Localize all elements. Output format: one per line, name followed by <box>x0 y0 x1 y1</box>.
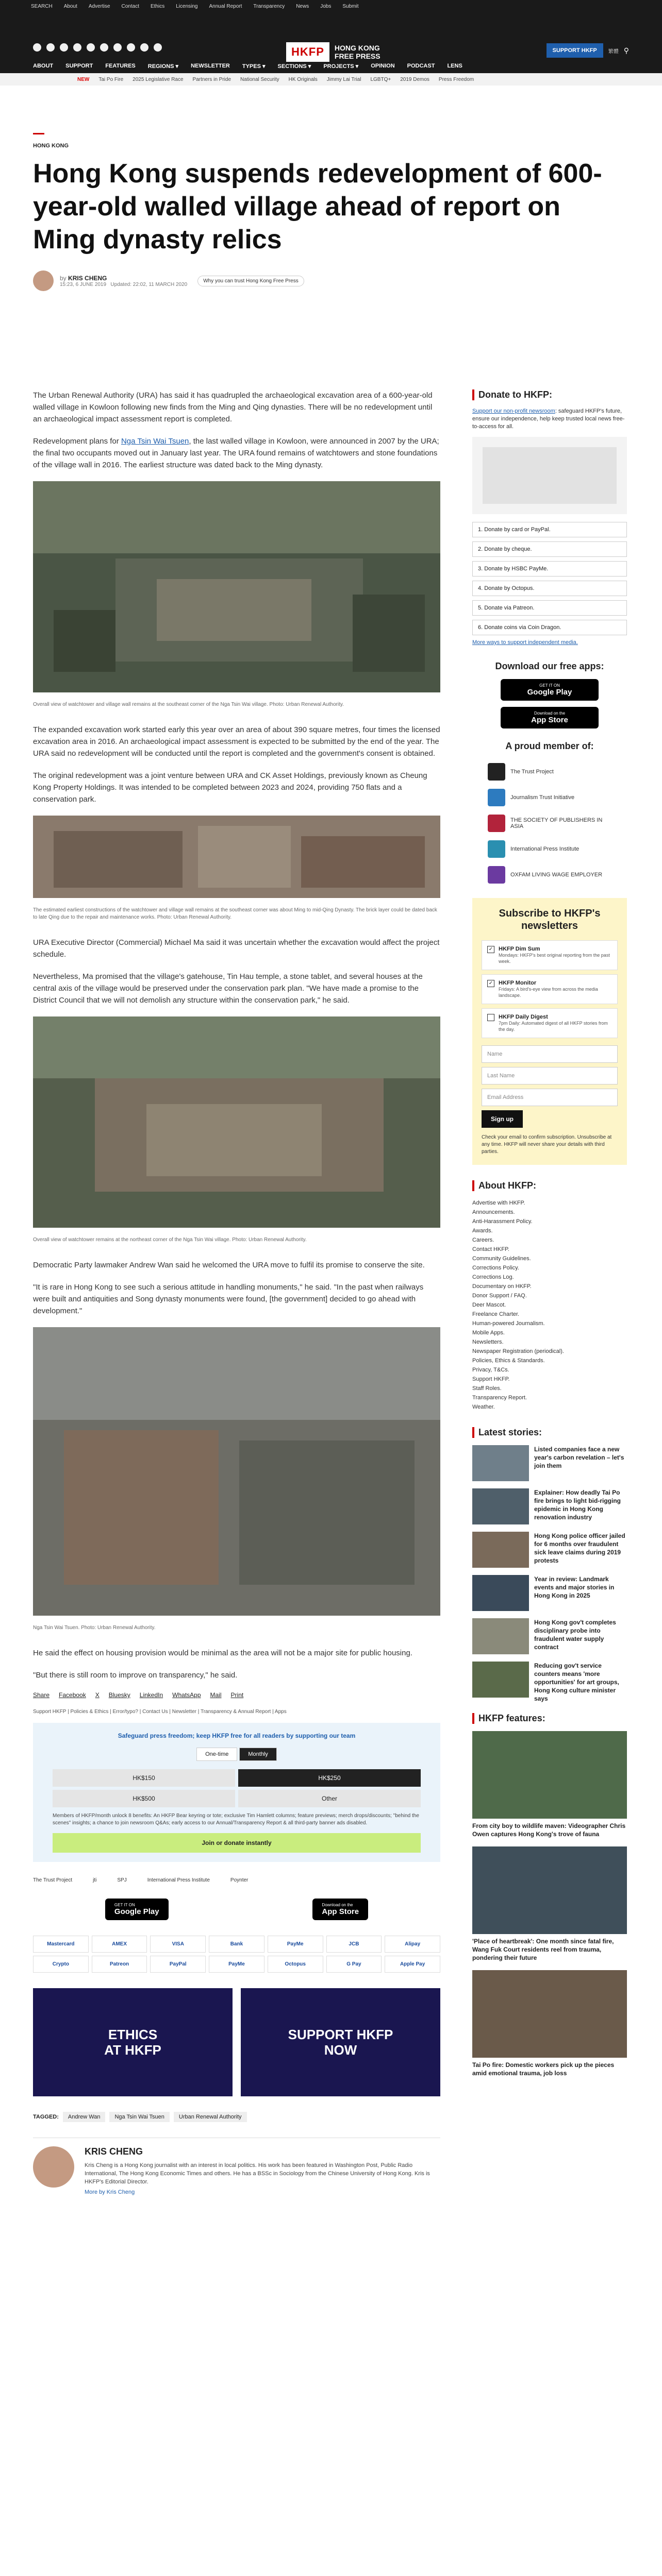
member-logo-row[interactable]: Journalism Trust Initiative <box>472 785 627 810</box>
share-print[interactable]: Print <box>230 1691 244 1699</box>
donate-option[interactable]: 4. Donate by Octopus. <box>472 581 627 596</box>
latest-story[interactable]: Hong Kong gov't completes disciplinary probe into fraudulent water supply contract <box>472 1618 627 1654</box>
about-link[interactable]: Deer Mascot. <box>472 1302 506 1308</box>
latest-heading: Latest stories: <box>472 1427 627 1438</box>
signup-button[interactable]: Sign up <box>482 1110 523 1128</box>
trending-item[interactable]: HK Originals <box>288 76 318 82</box>
topbar-news[interactable]: News <box>296 3 309 9</box>
photo-caption: Overall view of watchtower remains at the northeast corner of the Nga Tsin Wai village. Photo: Urban Renewal Authority. <box>33 1237 307 1243</box>
top-utility-bar <box>0 0 662 12</box>
payment-icon[interactable]: Patreon <box>92 1956 147 1973</box>
freq-one-time[interactable]: One-time <box>196 1748 237 1761</box>
bluesky-icon[interactable] <box>100 43 108 52</box>
author-box-name[interactable]: KRIS CHENG <box>85 2146 143 2157</box>
topbar-jobs[interactable]: Jobs <box>320 3 332 9</box>
member-logo-row[interactable]: THE SOCIETY OF PUBLISHERS IN ASIA <box>472 810 627 836</box>
story-thumbnail <box>472 1532 529 1568</box>
support-hkfp-button[interactable]: SUPPORT HKFP <box>547 43 603 58</box>
youtube-icon[interactable] <box>73 43 81 52</box>
app-store-row <box>33 1899 440 1920</box>
sidebar <box>472 389 627 2086</box>
ethics-banner[interactable]: ETHICS AT HKFP <box>33 1988 233 2096</box>
payment-icon[interactable]: Alipay <box>385 1936 440 1953</box>
share-bar <box>33 1691 440 1699</box>
nav-lens[interactable]: LENS <box>447 63 462 69</box>
payment-icon[interactable]: Mastercard <box>33 1936 89 1953</box>
donate-option[interactable]: 5. Donate via Patreon. <box>472 600 627 616</box>
topbar-about[interactable]: About <box>63 3 77 9</box>
masthead <box>0 12 662 73</box>
trust-pill[interactable]: Why you can trust Hong Kong Free Press <box>197 276 304 286</box>
article-title: Hong Kong suspends redevelopment of 600-year-old walled village ahead of report on Ming dynasty relics <box>33 159 602 255</box>
partner-logo[interactable]: SPJ <box>117 1877 127 1883</box>
inline-link[interactable]: Nga Tsin Wai Tsuen <box>121 437 189 446</box>
publish-date: 15:23, 6 JUNE 2019 <box>60 281 107 287</box>
payment-icon[interactable]: PayMe <box>268 1936 323 1953</box>
feature-story[interactable]: 'Place of heartbreak': One month since fatal fire, Wang Fuk Court residents reel from trauma, pondering their future <box>472 1846 627 1962</box>
nav-features[interactable]: FEATURES <box>105 63 136 69</box>
latest-story[interactable]: Reducing gov't service counters means 'more opportunities' for art groups, Hong Kong culture minister says <box>472 1662 627 1703</box>
rss-icon[interactable] <box>154 43 162 52</box>
about-link[interactable]: Freelance Charter. <box>472 1311 520 1317</box>
feature-image <box>472 1970 627 2058</box>
newsletter-heading: Subscribe to HKFP's newsletters <box>499 908 601 931</box>
section-kicker[interactable]: HONG KONG <box>33 143 69 149</box>
paragraph: URA Executive Director (Commercial) Michael Ma said it was uncertain whether the excavation would affect the project schedule. <box>33 938 440 959</box>
ipi-logo <box>488 840 505 858</box>
jti-logo <box>488 789 505 806</box>
donate-option[interactable]: 1. Donate by card or PayPal. <box>472 522 627 537</box>
partner-logo[interactable]: International Press Institute <box>147 1877 210 1883</box>
about-link[interactable]: Corrections Policy. <box>472 1265 519 1271</box>
about-link[interactable]: Advertise with HKFP. <box>472 1200 525 1206</box>
nav-types[interactable]: TYPES ▾ <box>242 63 266 70</box>
story-thumbnail <box>472 1662 529 1698</box>
app-store-badge[interactable]: Download on the App Store <box>501 707 599 728</box>
promo-banners <box>33 1988 440 2096</box>
payment-methods <box>33 1936 440 1973</box>
facebook-icon[interactable] <box>33 43 41 52</box>
story-thumbnail <box>472 1488 529 1524</box>
instagram-icon[interactable] <box>60 43 68 52</box>
paragraph: Redevelopment plans for Nga Tsin Wai Tsuen, the last walled village in Kowloon, were announced in 2007 by the URA; the final two occupants moved out in January last year. The URA found remains of watchtowers and stone foundations of the village wall in 2016. The earliest structure was dated back to the Ming dynasty. <box>33 437 439 469</box>
newsletter-option[interactable]: ✓ HKFP Dim Sum Mondays: HKFP's best original reporting from the past week. <box>482 940 618 970</box>
author-name[interactable]: KRIS CHENG <box>68 274 107 282</box>
about-link[interactable]: Weather. <box>472 1404 495 1410</box>
byline: by KRIS CHENG 15:23, 6 JUNE 2019 Updated: 22:02, 11 MARCH 2020 Why you can trust Hong Kong Free Press <box>33 270 629 291</box>
app-store-badge[interactable]: Download on the App Store <box>312 1899 368 1920</box>
about-link[interactable]: Privacy, T&Cs. <box>472 1367 509 1373</box>
trending-item[interactable]: Press Freedom <box>438 76 474 82</box>
newsletter-disclaimer: Check your email to confirm subscription. Unsubscribe at any time. HKFP will never share your details with third parties. <box>482 1134 612 1155</box>
article-photo-3 <box>33 1016 440 1228</box>
feature-image <box>472 1731 627 1819</box>
trending-bar <box>0 73 662 86</box>
about-link[interactable]: Mobile Apps. <box>472 1330 505 1336</box>
nav-opinion[interactable]: OPINION <box>371 63 395 69</box>
logo-mark: HKFP <box>286 42 329 62</box>
share-mail[interactable]: Mail <box>210 1691 222 1699</box>
about-link[interactable]: Newsletters. <box>472 1339 504 1345</box>
article-footer-links[interactable]: Support HKFP | Policies & Ethics | Error/typo? | Contact Us | Newsletter | Transparency & Annual Report | Apps <box>33 1709 287 1715</box>
payment-icon[interactable]: Crypto <box>33 1956 89 1973</box>
story-thumbnail <box>472 1445 529 1481</box>
trending-item[interactable]: 2019 Demos <box>400 76 429 82</box>
search-icon[interactable]: ⚲ <box>623 46 629 55</box>
payment-icon[interactable]: AMEX <box>92 1936 147 1953</box>
payment-icon[interactable]: JCB <box>326 1936 382 1953</box>
newsletter-option[interactable]: HKFP Daily Digest 7pm Daily: Automated digest of all HKFP stories from the day. <box>482 1008 618 1038</box>
paragraph: The expanded excavation work started early this year over an area of about 390 square metres, four times the licensed excavation area in 2016. An archaeological impact assessment is expected to be submitted by the end of the year. The URA said no redevelopment will be conducted until the report is completed and the government's consent is obtained. <box>33 725 440 758</box>
sopa-logo <box>488 815 505 832</box>
amount-option[interactable]: HK$500 <box>53 1790 235 1807</box>
name-field[interactable]: Name <box>482 1045 618 1063</box>
feature-story[interactable]: Tai Po fire: Domestic workers pick up the pieces amid emotional trauma, job loss <box>472 1970 627 2077</box>
tag-chip[interactable]: Urban Renewal Authority <box>174 2112 247 2122</box>
nav-about[interactable]: ABOUT <box>33 63 54 69</box>
feature-image <box>472 1846 627 1934</box>
about-link[interactable]: Staff Roles. <box>472 1385 502 1392</box>
payment-icon[interactable]: Bank <box>209 1936 264 1953</box>
nav-regions[interactable]: REGIONS ▾ <box>147 63 179 70</box>
about-link[interactable]: Corrections Log. <box>472 1274 514 1280</box>
latest-story[interactable]: Hong Kong police officer jailed for 6 months over fraudulent sick leave claims during 2019 protests <box>472 1532 627 1568</box>
partner-logo[interactable]: Poynter <box>230 1877 249 1883</box>
share-button[interactable]: Share <box>33 1691 50 1699</box>
share-linkedin[interactable]: LinkedIn <box>139 1691 163 1699</box>
tag-chip[interactable]: Andrew Wan <box>63 2112 106 2122</box>
donate-sidebar-text: Support our non-profit newsroom: safeguard HKFP's future, ensure our independence, help keep trusted local news free-to-access for all. <box>472 408 625 430</box>
paragraph: He said the effect on housing provision would be minimal as the area will not be a major site for public housing. <box>33 1649 412 1657</box>
article-photo-4 <box>33 1327 440 1616</box>
paragraph: The Urban Renewal Authority (URA) has said it has quadrupled the archaeological excavation area of a 600-year-old walled village in Kowloon following new finds from the Ming and Qing dynasties. There will be no redevelopment until an archaeological impact assessment report is completed. <box>33 391 433 423</box>
article-photo-2 <box>33 816 440 898</box>
newsletter-signup <box>472 898 627 1165</box>
x-icon[interactable] <box>46 43 55 52</box>
telegram-icon[interactable] <box>127 43 135 52</box>
trending-item[interactable]: Jimmy Lai Trial <box>326 76 361 82</box>
about-link[interactable]: Human-powered Journalism. <box>472 1320 545 1327</box>
mastodon-icon[interactable] <box>140 43 148 52</box>
tagged-label: TAGGED: <box>33 2114 59 2120</box>
donate-qr-graphic <box>472 437 627 514</box>
oxfam-logo <box>488 866 505 884</box>
last-name-field[interactable]: Last Name <box>482 1067 618 1084</box>
topbar-annual-report[interactable]: Annual Report <box>209 3 242 9</box>
about-link[interactable]: Announcements. <box>472 1209 515 1215</box>
more-ways-link[interactable]: More ways to support independent media. <box>472 639 578 646</box>
member-logo-row[interactable]: International Press Institute <box>472 836 627 862</box>
amount-option[interactable]: Other <box>238 1790 421 1807</box>
latest-story[interactable]: Listed companies face a new year's carbon revelation – let's join them <box>472 1445 627 1481</box>
author-box <box>33 2138 440 2195</box>
google-play-badge[interactable]: GET IT ON Google Play <box>105 1899 169 1920</box>
article-photo-1 <box>33 481 440 692</box>
about-heading: About HKFP: <box>472 1180 627 1191</box>
payment-icon[interactable]: PayPal <box>150 1956 206 1973</box>
article-body <box>33 389 440 2195</box>
checkbox-checked-icon[interactable]: ✓ <box>487 946 494 953</box>
email-field[interactable]: Email Address <box>482 1089 618 1106</box>
member-heading: A proud member of: <box>505 741 594 751</box>
updated-date: Updated: 22:02, 11 MARCH 2020 <box>110 281 188 287</box>
author-avatar-large[interactable] <box>33 2146 74 2188</box>
nav-sections[interactable]: SECTIONS ▾ <box>277 63 311 70</box>
amount-option[interactable]: HK$250 <box>238 1769 421 1787</box>
partner-logos <box>33 1877 440 1883</box>
story-thumbnail <box>472 1575 529 1611</box>
checkbox-icon[interactable] <box>487 1014 494 1021</box>
logo-wordmark: HONG KONG FREE PRESS <box>334 44 380 60</box>
kicker-accent <box>33 133 44 134</box>
share-x[interactable]: X <box>95 1691 100 1699</box>
partner-logo[interactable]: The Trust Project <box>33 1877 73 1883</box>
new-label: NEW <box>77 76 90 82</box>
trending-item[interactable]: Partners in Pride <box>192 76 231 82</box>
member-logo-row[interactable]: The Trust Project <box>472 759 627 785</box>
article-header <box>33 133 629 303</box>
donate-option[interactable]: 3. Donate by HSBC PayMe. <box>472 561 627 577</box>
photo-caption: The estimated earliest constructions of the watchtower and village wall remains at the southeast corner was about Ming to mid-Qing Dynasty. The brick layer could be dated back to late Qing due to the repair and maintenance works. Photo: Urban Renewal Authority. <box>33 907 437 920</box>
payment-icon[interactable]: Apple Pay <box>385 1956 440 1973</box>
nav-newsletter[interactable]: NEWSLETTER <box>191 63 230 69</box>
topbar-search[interactable]: SEARCH <box>31 3 53 9</box>
about-link[interactable]: Contact HKFP. <box>472 1246 509 1252</box>
topbar-advertise[interactable]: Advertise <box>88 3 110 9</box>
share-bluesky[interactable]: Bluesky <box>108 1691 130 1699</box>
support-banner[interactable]: SUPPORT HKFP NOW <box>241 1988 440 2096</box>
main-nav <box>33 63 629 70</box>
about-link[interactable]: Awards. <box>472 1228 493 1234</box>
threads-icon[interactable] <box>87 43 95 52</box>
topbar-submit[interactable]: Submit <box>342 3 359 9</box>
share-whatsapp[interactable]: WhatsApp <box>172 1691 201 1699</box>
paragraph: Democratic Party lawmaker Andrew Wan said he welcomed the URA move to fulfil its promise to conserve the site. <box>33 1261 425 1269</box>
donate-option[interactable]: 6. Donate coins via Coin Dragon. <box>472 620 627 635</box>
paragraph: The original redevelopment was a joint venture between URA and CK Asset Holdings, previously known as Cheung Kong Property Holdings. It was intended to be completed between 2023 and 2024, providing 750 flats and a conservation park. <box>33 771 427 804</box>
donate-heading: Safeguard press freedom; keep HKFP free for all readers by supporting our team <box>118 1732 356 1739</box>
join-button[interactable]: Join or donate instantly <box>53 1833 421 1853</box>
payment-icon[interactable]: PayMe <box>209 1956 264 1973</box>
more-by-author-link[interactable]: More by Kris Cheng <box>85 2189 135 2195</box>
site-logo[interactable] <box>286 42 380 62</box>
trending-item[interactable]: 2025 Legislative Race <box>133 76 184 82</box>
nav-projects[interactable]: PROJECTS ▾ <box>323 63 359 70</box>
freq-monthly[interactable]: Monthly <box>239 1748 277 1761</box>
paragraph: Nevertheless, Ma promised that the village's gatehouse, Tin Hau temple, a stone tablet, and several houses at the central axis of the village would be preserved under the conservation park plan. "We have made a promise to the District Council that we will not demolish any structure within the conservation park," he said. <box>33 972 423 1005</box>
donate-widget <box>33 1723 440 1862</box>
trending-item[interactable]: LGBTQ+ <box>370 76 391 82</box>
story-thumbnail <box>472 1618 529 1654</box>
topbar-ethics[interactable]: Ethics <box>150 3 165 9</box>
partner-logo[interactable]: jti <box>93 1877 97 1883</box>
trending-item[interactable]: National Security <box>240 76 279 82</box>
member-logo-row[interactable]: OXFAM LIVING WAGE EMPLOYER <box>472 862 627 888</box>
photo-caption: Nga Tsin Wai Tsuen. Photo: Urban Renewal Authority. <box>33 1625 156 1631</box>
about-link[interactable]: Donor Support / FAQ. <box>472 1293 527 1299</box>
about-link[interactable]: Newspaper Registration (periodical). <box>472 1348 564 1354</box>
trending-item[interactable]: Tai Po Fire <box>98 76 124 82</box>
newsletter-option[interactable]: ✓ HKFP Monitor Fridays: A bird's-eye view from across the media landscape. <box>482 974 618 1004</box>
topbar-transparency[interactable]: Transparency <box>253 3 285 9</box>
linkedin-icon[interactable] <box>113 43 122 52</box>
language-toggle[interactable]: 繁體 <box>608 48 619 55</box>
amount-option[interactable]: HK$150 <box>53 1769 235 1787</box>
about-link[interactable]: Policies, Ethics & Standards. <box>472 1358 545 1364</box>
photo-caption: Overall view of watchtower and village wall remains at the southeast corner of the Nga Tsin Wai village. Photo: Urban Renewal Authority. <box>33 702 344 707</box>
topbar-contact[interactable]: Contact <box>121 3 139 9</box>
tag-list <box>33 2112 440 2122</box>
nav-podcast[interactable]: PODCAST <box>407 63 435 69</box>
download-apps-heading: Download our free apps: <box>495 661 604 671</box>
topbar-licensing[interactable]: Licensing <box>176 3 198 9</box>
payment-icon[interactable]: G Pay <box>326 1956 382 1973</box>
author-avatar[interactable] <box>33 270 54 291</box>
social-icons <box>33 43 162 52</box>
checkbox-checked-icon[interactable]: ✓ <box>487 980 494 987</box>
latest-story[interactable]: Year in review: Landmark events and major stories in Hong Kong in 2025 <box>472 1575 627 1611</box>
author-bio: Kris Cheng is a Hong Kong journalist with an interest in local politics. His work has been featured in Washington Post, Public Radio International, The Hong Kong Economic Times and others. He has a BSSc in Sociology from the Chinese University of Hong Kong. Kris is HKFP's Editorial Director. <box>85 2162 430 2185</box>
about-link[interactable]: Careers. <box>472 1237 494 1243</box>
share-facebook[interactable]: Facebook <box>59 1691 86 1699</box>
about-link[interactable]: Anti-Harassment Policy. <box>472 1218 533 1225</box>
payment-icon[interactable]: Octopus <box>268 1956 323 1973</box>
latest-story[interactable]: Explainer: How deadly Tai Po fire brings to light bid-rigging epidemic in Hong Kong renovation industry <box>472 1488 627 1524</box>
about-link[interactable]: Transparency Report. <box>472 1395 527 1401</box>
trust-project-logo <box>488 763 505 781</box>
features-heading: HKFP features: <box>472 1713 627 1724</box>
about-link[interactable]: Documentary on HKFP. <box>472 1283 532 1290</box>
donate-sidebar-heading: Donate to HKFP: <box>472 389 627 400</box>
donate-note: Members of HKFP/month unlock 8 benefits: An HKFP Bear keyring or tote; exclusive Tim Hamlett columns; feature previews; merch drops/discounts; "behind the scenes" insights; a chance to join newsroom Q&As; early access to our Annual/Transparency Report & all third-party banner ads disabled. <box>53 1813 419 1826</box>
payment-icon[interactable]: VISA <box>150 1936 206 1953</box>
paragraph: "It is rare in Hong Kong to see such a serious attitude in handling monuments," he said. "In the past when railways were built and antiquities and Song dynasty monuments were found, [the government] decided to go ahead with development." <box>33 1283 424 1315</box>
paragraph: "But there is still room to improve on transparency," he said. <box>33 1671 238 1680</box>
feature-story[interactable]: From city boy to wildlife maven: Videographer Chris Owen captures Hong Kong's trove of fauna <box>472 1731 627 1838</box>
about-links <box>472 1198 627 1412</box>
about-link[interactable]: Community Guidelines. <box>472 1256 531 1262</box>
donate-option[interactable]: 2. Donate by cheque. <box>472 541 627 557</box>
about-link[interactable]: Support HKFP. <box>472 1376 510 1382</box>
google-play-badge[interactable]: GET IT ON Google Play <box>501 679 599 701</box>
tag-chip[interactable]: Nga Tsin Wai Tsuen <box>109 2112 169 2122</box>
nav-support[interactable]: SUPPORT <box>65 63 93 69</box>
